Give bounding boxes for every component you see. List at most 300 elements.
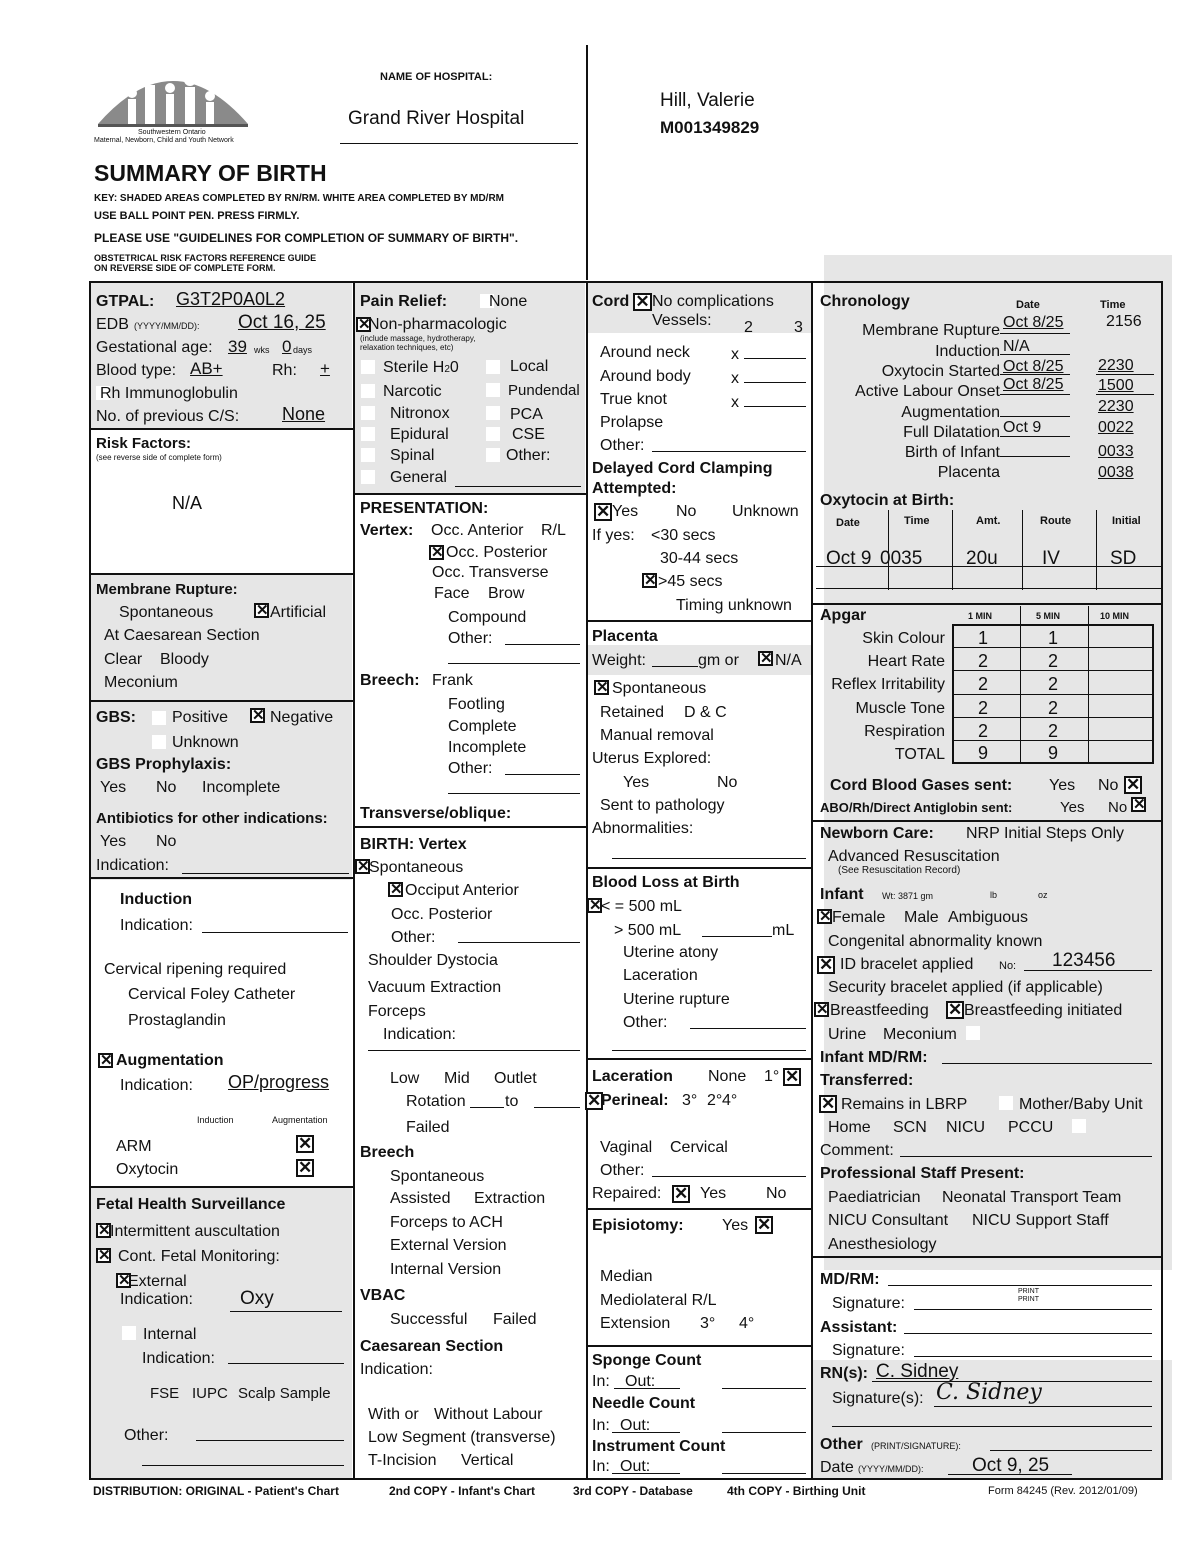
laceration-title: Laceration <box>592 1068 673 1085</box>
ga-days[interactable]: 0 <box>282 337 292 356</box>
face-label: Face <box>434 585 470 602</box>
oxy-birth-table <box>816 510 1161 592</box>
signatures-label: Signature(s): <box>832 1390 924 1407</box>
chron-date[interactable]: Oct 8/25 <box>1003 314 1064 331</box>
sponge-label: Sponge Count <box>592 1352 702 1369</box>
vbac-failed-label: Failed <box>493 1311 537 1328</box>
gbs-proph-incomplete[interactable]: Incomplete <box>202 779 281 796</box>
sterile-label: Sterile H20 <box>383 359 459 376</box>
chron-label: Augmentation <box>901 404 1000 421</box>
low-segment-label: Low Segment (transverse) <box>368 1429 556 1446</box>
print2-label: PRINT <box>1018 1296 1039 1303</box>
frank-label: Frank <box>432 672 473 689</box>
intermittent-checkbox[interactable]: ✕ <box>98 1222 111 1239</box>
scn-label: SCN <box>893 1119 927 1136</box>
cord-other-label: Other: <box>600 437 645 454</box>
external-checkbox[interactable]: ✕ <box>118 1272 131 1289</box>
urine-label: Urine <box>828 1026 867 1043</box>
attempted-label: Attempted: <box>592 480 677 497</box>
apgar-1min[interactable]: 2 <box>978 721 989 741</box>
lac-first-checkbox[interactable]: ✕ <box>785 1067 800 1086</box>
newborn-care-label: Newborn Care: <box>820 825 934 842</box>
apgar-5min[interactable]: 2 <box>1048 651 1059 671</box>
local-label: Local <box>510 358 549 375</box>
blood-loss-label: Blood Loss at Birth <box>592 874 740 891</box>
arm-label: ARM <box>116 1138 152 1155</box>
rn-value[interactable]: C. Sidney <box>876 1361 959 1382</box>
cord-gases-yes: Yes <box>1049 777 1076 794</box>
gbs-proph-label: GBS Prophylaxis: <box>96 756 232 773</box>
edb-value[interactable]: Oct 16, 25 <box>238 312 326 333</box>
apgar-rows <box>816 624 1161 764</box>
birth-spontaneous-checkbox[interactable]: ✕ <box>357 858 370 875</box>
rotation-label: Rotation <box>406 1093 466 1110</box>
internal-label: Internal <box>143 1326 197 1343</box>
breastfeeding-checkbox[interactable]: ✕ <box>816 1001 829 1018</box>
apgar-1min[interactable]: 1 <box>978 628 989 648</box>
pen-line: USE BALL POINT PEN. PRESS FIRMLY. <box>94 210 300 222</box>
bf-initiated-label: Breastfeeding initiated <box>964 1002 1123 1019</box>
cse-label: CSE <box>512 426 545 443</box>
delayed-unknown-label: Unknown <box>732 503 799 520</box>
mid-label: Mid <box>444 1070 470 1087</box>
aug-indication-value[interactable]: OP/progress <box>228 1072 330 1092</box>
ga-days-unit: days <box>293 345 313 355</box>
delayed-yes-label: Yes <box>612 503 639 520</box>
female-label: Female <box>832 909 886 926</box>
antibiotics-no[interactable]: No <box>156 833 177 850</box>
vessels-label: Vessels: <box>652 312 712 329</box>
uterus-no-label: No <box>717 774 738 791</box>
chron-label: Oxytocin Started <box>881 363 1000 380</box>
induction-indication-label: Indication: <box>120 917 193 934</box>
chronology-table <box>816 310 1161 486</box>
pudendal-checkbox[interactable] <box>486 383 500 397</box>
delayed-label: Delayed Cord Clamping <box>592 460 773 477</box>
apgar-5min[interactable]: 9 <box>1048 743 1059 763</box>
transferred-label: Transferred: <box>820 1072 914 1089</box>
augmentation-label: Augmentation <box>116 1052 224 1069</box>
col-induction-header: Induction <box>197 1115 234 1125</box>
low-label: Low <box>390 1070 420 1087</box>
abnormalities-label: Abnormalities: <box>592 820 694 837</box>
apgar-1min[interactable]: 2 <box>978 698 989 718</box>
int-version-label: Internal Version <box>390 1261 502 1278</box>
prev-cs-label: No. of previous C/S: <box>96 408 240 425</box>
date-format: (YYYY/MM/DD): <box>858 1464 924 1474</box>
repaired-yes-checkbox[interactable]: ✕ <box>674 1184 689 1203</box>
artificial-label: Artificial <box>270 604 327 621</box>
oxy-value[interactable]: 20u <box>966 548 998 569</box>
hospital-name: Grand River Hospital <box>348 108 525 129</box>
fse-label[interactable]: FSE <box>150 1385 180 1402</box>
chron-time[interactable]: 2230 <box>1098 398 1134 415</box>
vacuum-label: Vacuum Extraction <box>368 979 502 996</box>
prof-staff-label: Professional Staff Present: <box>820 1165 1025 1182</box>
edb-format: (YYYY/MM/DD): <box>134 321 200 331</box>
apgar-label: Skin Colour <box>862 630 945 647</box>
sterile-checkbox[interactable] <box>361 360 375 374</box>
lac-fourth-label: 4° <box>722 1092 738 1109</box>
at-cs-label: At Caesarean Section <box>104 627 260 644</box>
nicu-label: NICU <box>946 1119 986 1136</box>
risk-value[interactable]: N/A <box>172 493 203 513</box>
oxy-value[interactable]: SD <box>1110 548 1137 569</box>
gbs-unknown-checkbox[interactable] <box>152 735 166 749</box>
occ-post-checkbox[interactable]: ✕ <box>431 544 444 561</box>
comment-label: Comment: <box>820 1142 894 1159</box>
forceps-label: Forceps <box>368 1003 426 1020</box>
nonpharm-note1: (include massage, hydrotherapy, <box>360 334 476 343</box>
needle-in-label: In: <box>592 1417 610 1434</box>
abo-no-checkbox[interactable]: ✕ <box>1133 796 1146 813</box>
ga-wks-unit: wks <box>254 345 270 355</box>
oxy-header: Time <box>904 515 930 527</box>
blood-other-label: Other: <box>623 1014 668 1031</box>
vertex-other-label: Other: <box>448 630 493 647</box>
placenta-spontaneous-label: Spontaneous <box>612 680 707 697</box>
ext-version-label: External Version <box>390 1237 507 1254</box>
infant-lb: lb <box>990 890 998 900</box>
apgar-5min[interactable]: 1 <box>1048 628 1059 648</box>
bf-initiated-checkbox[interactable]: ✕ <box>948 1000 963 1019</box>
around-neck-x: x <box>731 346 739 363</box>
ext-indication-label: Indication: <box>120 1291 193 1308</box>
rupture-label: Uterine rupture <box>623 991 730 1008</box>
narcotic-label: Narcotic <box>383 383 442 400</box>
print1-label: PRINT <box>1018 1288 1039 1295</box>
apgar-5min[interactable]: 2 <box>1048 674 1059 694</box>
chron-label: Placenta <box>937 464 1000 481</box>
id-bracelet-label: ID bracelet applied <box>840 956 974 973</box>
oxy-header: Amt. <box>976 515 1001 527</box>
nb-meconium-label: Meconium <box>883 1026 957 1043</box>
internal-checkbox[interactable] <box>122 1326 136 1340</box>
gbs-positive-label: Positive <box>172 709 229 726</box>
breech-other-label: Other: <box>448 760 493 777</box>
occiput-anterior-checkbox[interactable]: ✕ <box>390 881 403 898</box>
gt45-checkbox[interactable]: ✕ <box>644 572 657 589</box>
gtpal-value[interactable]: G3T2P0A0L2 <box>176 289 286 309</box>
general-checkbox[interactable] <box>361 470 375 484</box>
birth-vertex-label: BIRTH: Vertex <box>360 836 467 853</box>
aug-indication-label: Indication: <box>120 1077 193 1094</box>
vbac-successful-label: Successful <box>390 1311 468 1328</box>
apgar-1min[interactable]: 2 <box>978 651 989 671</box>
meconium-label: Meconium <box>104 674 178 691</box>
vbac-label: VBAC <box>360 1287 406 1304</box>
gt500-label: > 500 mL <box>614 922 682 939</box>
birth-vertex-other-label: Other: <box>391 929 436 946</box>
apgar-header: 10 MIN <box>1100 611 1130 621</box>
footer-form-no: Form 84245 (Rev. 2012/01/09) <box>988 1485 1138 1497</box>
hospital-label: NAME OF HOSPITAL: <box>380 71 493 83</box>
antibiotics-indication-label: Indication: <box>96 857 169 874</box>
oxy-value[interactable]: 0035 <box>880 548 923 569</box>
chron-label: Birth of Infant <box>904 444 1000 461</box>
female-checkbox[interactable]: ✕ <box>819 908 832 925</box>
oxy-value[interactable]: Oct 9 <box>826 548 872 569</box>
ml-label: mL <box>772 922 795 939</box>
rh-immuno-label: Rh Immunoglobulin <box>100 385 238 402</box>
gm-or-label: gm or <box>698 652 739 669</box>
le500-checkbox[interactable]: ✕ <box>589 897 602 914</box>
lac-third-label: 3° <box>682 1092 698 1109</box>
artificial-checkbox[interactable]: ✕ <box>256 602 269 619</box>
birth-occ-posterior-label: Occ. Posterior <box>391 906 493 923</box>
repaired-yes-label: Yes <box>700 1185 727 1202</box>
lac-other-label: Other: <box>600 1162 645 1179</box>
perineal-checkbox[interactable]: ✕ <box>587 1091 602 1110</box>
abo-label: ABO/Rh/Direct Antiglobin sent: <box>820 800 1013 815</box>
placenta-spontaneous-checkbox[interactable]: ✕ <box>596 679 609 696</box>
ga-weeks[interactable]: 39 <box>228 337 247 356</box>
cervical-label: Cervical <box>670 1139 728 1156</box>
nonpharm-label: Non-pharmacologic <box>368 316 507 333</box>
nitronox-checkbox[interactable] <box>361 406 375 420</box>
remains-label: Remains in LBRP <box>841 1096 968 1113</box>
pca-checkbox[interactable] <box>486 406 500 420</box>
other-print-label: Other <box>820 1436 863 1453</box>
membrane-title: Membrane Rupture: <box>96 581 238 598</box>
mediolateral-label: Mediolateral R/L <box>600 1292 717 1309</box>
int-indication-label: Indication: <box>142 1350 215 1367</box>
episiotomy-no-checkbox[interactable]: ✕ <box>757 1215 772 1234</box>
cord-label: Cord <box>592 293 630 310</box>
rh-value[interactable]: + <box>320 359 330 378</box>
repaired-label: Repaired: <box>592 1185 662 1202</box>
footer-copy4: 4th COPY - Birthing Unit <box>727 1484 866 1498</box>
chron-time[interactable]: 0033 <box>1098 443 1134 460</box>
fhs-other-label: Other: <box>124 1427 169 1444</box>
chron-time[interactable]: 1500 <box>1098 377 1134 394</box>
bloody-label: Bloody <box>160 651 209 668</box>
neonatal-label: Neonatal Transport Team <box>942 1189 1122 1206</box>
chron-label: Induction <box>935 343 1000 360</box>
needle-out-label: Out: <box>620 1417 651 1434</box>
gbs-negative-checkbox[interactable]: ✕ <box>252 707 265 724</box>
chron-label: Active Labour Onset <box>855 383 1000 400</box>
apgar-header: 1 MIN <box>968 611 993 621</box>
pudendal-label: Pundendal <box>508 382 580 399</box>
chron-time[interactable]: 2156 <box>1106 313 1142 330</box>
general-label: General <box>390 469 447 486</box>
epidural-checkbox[interactable] <box>361 427 375 441</box>
id-no-label: No: <box>999 960 1017 972</box>
sponge-out-label: Out: <box>625 1373 656 1390</box>
gt45-label: >45 secs <box>658 573 723 590</box>
intermittent-label: Intermittent auscultation <box>110 1223 280 1240</box>
chron-time[interactable]: 0038 <box>1098 464 1134 481</box>
pain-other-checkbox[interactable] <box>486 448 500 462</box>
nicu-support-label: NICU Support Staff <box>972 1212 1109 1229</box>
cord-gases-no: No <box>1098 777 1119 794</box>
nrp-label: NRP Initial Steps Only <box>966 825 1124 842</box>
median-label: Median <box>600 1268 653 1285</box>
blood-value[interactable]: AB+ <box>190 359 223 378</box>
ambiguous-label: Ambiguous <box>948 909 1029 926</box>
vessels-2[interactable]: 2 <box>744 319 753 336</box>
local-checkbox[interactable] <box>486 360 500 374</box>
no-complications-checkbox[interactable]: ✕ <box>633 293 652 311</box>
true-knot-x: x <box>731 394 739 411</box>
pain-none-label: None <box>489 293 528 310</box>
patient-id: M001349829 <box>660 118 760 137</box>
forceps-indication-label: Indication: <box>383 1026 456 1043</box>
risk-guide-line1: OBSTETRICAL RISK FACTORS REFERENCE GUIDE <box>94 253 317 263</box>
epidural-label: Epidural <box>390 426 449 443</box>
compound-label: Compound <box>448 609 527 626</box>
rn-signature[interactable]: C. Sidney <box>936 1380 1042 1405</box>
home-label: Home <box>828 1119 871 1136</box>
extraction-label: Extraction <box>474 1190 546 1207</box>
rh-label: Rh: <box>272 362 297 379</box>
vertical-label: Vertical <box>461 1452 514 1469</box>
ga-label: Gestational age: <box>96 339 213 356</box>
pccu-checkbox[interactable] <box>1072 1119 1086 1133</box>
if-yes-label: If yes: <box>592 527 635 544</box>
iupc-label[interactable]: IUPC <box>192 1385 228 1402</box>
chron-label: Membrane Rupture <box>862 322 1000 339</box>
nonpharm-checkbox[interactable]: ✕ <box>358 316 371 333</box>
oxy-header: Route <box>1040 515 1072 527</box>
oxytocin-label: Oxytocin <box>116 1161 179 1178</box>
infant-wt[interactable]: Wt: 3871 gm <box>882 891 934 901</box>
placenta-label: Placenta <box>592 628 658 645</box>
cse-checkbox[interactable] <box>486 427 500 441</box>
nicu-consultant-label: NICU Consultant <box>828 1212 949 1229</box>
retained-label: Retained <box>600 704 665 721</box>
arm-augmentation-checkbox[interactable]: ✕ <box>298 1134 313 1153</box>
ext-third-label: 3° <box>700 1315 716 1332</box>
id-value[interactable]: 123456 <box>1052 950 1116 971</box>
augmentation-checkbox[interactable]: ✕ <box>100 1052 113 1069</box>
chron-date[interactable]: N/A <box>1003 338 1030 355</box>
pathology-label: Sent to pathology <box>600 797 725 814</box>
instrument-in-label: In: <box>592 1458 610 1475</box>
apgar-label: Respiration <box>864 723 945 740</box>
foley-label: Cervical Foley Catheter <box>128 986 296 1003</box>
chron-time[interactable]: 2230 <box>1098 357 1134 374</box>
apgar-header: 5 MIN <box>1036 611 1061 621</box>
header-divider <box>586 45 588 280</box>
around-body-x: x <box>731 370 739 387</box>
anesthesiology-label: Anesthesiology <box>828 1236 937 1253</box>
sponge-in-label: In: <box>592 1373 610 1390</box>
rns-label: RN(s): <box>820 1365 868 1382</box>
chron-date[interactable]: Oct 8/25 <box>1003 358 1064 375</box>
ext-indication-value[interactable]: Oxy <box>240 1288 274 1309</box>
date-value[interactable]: Oct 9, 25 <box>972 1455 1050 1476</box>
shoulder-label: Shoulder Dystocia <box>368 952 498 969</box>
delayed-yes-checkbox[interactable]: ✕ <box>596 502 611 521</box>
infant-md-label: Infant MD/RM: <box>820 1049 928 1066</box>
id-bracelet-checkbox[interactable]: ✕ <box>819 955 834 974</box>
induction-title: Induction <box>120 891 192 908</box>
s30-44-label: 30-44 secs <box>660 550 739 567</box>
vessels-3[interactable]: 3 <box>794 319 803 336</box>
complete-label: Complete <box>448 718 517 735</box>
prolapse-label: Prolapse <box>600 414 664 431</box>
breech2-label: Breech <box>360 1144 415 1161</box>
mother-baby-checkbox[interactable] <box>999 1096 1013 1110</box>
apgar-5min[interactable]: 2 <box>1048 698 1059 718</box>
spontaneous-label: Spontaneous <box>119 604 214 621</box>
abo-yes: Yes <box>1060 799 1085 816</box>
prev-cs-value[interactable]: None <box>282 404 326 424</box>
placenta-na-checkbox[interactable]: ✕ <box>760 650 773 667</box>
assistant-label: Assistant: <box>820 1319 898 1336</box>
vertex-label: Vertex: <box>360 522 414 539</box>
narcotic-checkbox[interactable] <box>361 384 375 398</box>
gtpal-label: GTPAL: <box>96 293 155 310</box>
weight-label: Weight: <box>592 652 646 669</box>
lac-second-label: 2° <box>707 1092 723 1109</box>
true-knot-label: True knot <box>600 391 667 408</box>
apgar-5min[interactable]: 2 <box>1048 721 1059 741</box>
around-neck-label: Around neck <box>600 344 690 361</box>
cord-gases-no-checkbox[interactable]: ✕ <box>1126 775 1141 794</box>
perineal-label: Perineal: <box>601 1092 669 1109</box>
clear-label: Clear <box>104 651 143 668</box>
chron-date[interactable]: Oct 9 <box>1003 419 1042 436</box>
occ-post-label: Occ. Posterior <box>446 544 548 561</box>
breech-label: Breech: <box>360 672 420 689</box>
spinal-checkbox[interactable] <box>361 448 375 462</box>
antibiotics-yes[interactable]: Yes <box>100 833 127 850</box>
instrument-out-label: Out: <box>620 1458 651 1475</box>
risk-title: Risk Factors: <box>96 435 192 452</box>
gbs-positive-checkbox[interactable] <box>152 711 166 725</box>
occiput-anterior-label: Occiput Anterior <box>405 882 519 899</box>
occ-ant-label: Occ. Anterior <box>431 522 524 539</box>
no-complications-label: No complications <box>652 293 774 310</box>
oxytocin-augmentation-checkbox[interactable]: ✕ <box>298 1158 313 1177</box>
chron-time[interactable]: 0022 <box>1098 419 1134 436</box>
form-title: SUMMARY OF BIRTH <box>94 160 327 186</box>
remains-checkbox[interactable]: ✕ <box>821 1094 836 1113</box>
episiotomy-label: Episiotomy: <box>592 1217 684 1234</box>
cont-fetal-label: Cont. Fetal Monitoring: <box>118 1248 280 1265</box>
breech2-spontaneous-label: Spontaneous <box>390 1168 485 1185</box>
placenta-na-label: N/A <box>775 652 802 669</box>
chronology-title: Chronology <box>820 293 910 310</box>
gbs-proph-yes[interactable]: Yes <box>100 779 127 796</box>
oxy-birth-label: Oxytocin at Birth: <box>820 492 955 509</box>
apgar-label: Reflex Irritability <box>831 676 945 693</box>
apgar-1min[interactable]: 9 <box>978 743 989 763</box>
chron-date[interactable]: Oct 8/25 <box>1003 376 1064 393</box>
outlet-label: Outlet <box>494 1070 537 1087</box>
occ-trans-label: Occ. Transverse <box>432 564 549 581</box>
scalp-label[interactable]: Scalp Sample <box>238 1385 331 1402</box>
cord-gases-label: Cord Blood Gases sent: <box>830 777 1013 794</box>
spinal-label: Spinal <box>390 447 435 464</box>
without-labour-label: Without Labour <box>434 1406 543 1423</box>
gbs-proph-no[interactable]: No <box>156 779 177 796</box>
transverse-label: Transverse/oblique: <box>360 805 512 822</box>
cont-fetal-checkbox[interactable]: ✕ <box>98 1247 111 1264</box>
apgar-1min[interactable]: 2 <box>978 674 989 694</box>
adv-resus-label: Advanced Resuscitation <box>828 848 1000 865</box>
meconium-checkbox[interactable] <box>966 1026 980 1040</box>
manual-label: Manual removal <box>600 727 714 744</box>
incomplete-label: Incomplete <box>448 739 527 756</box>
org-line1: Southwestern Ontario <box>138 129 206 136</box>
oxy-value[interactable]: IV <box>1042 548 1060 569</box>
gbs-negative-label: Negative <box>270 709 334 726</box>
caesarean-label: Caesarean Section <box>360 1338 504 1355</box>
